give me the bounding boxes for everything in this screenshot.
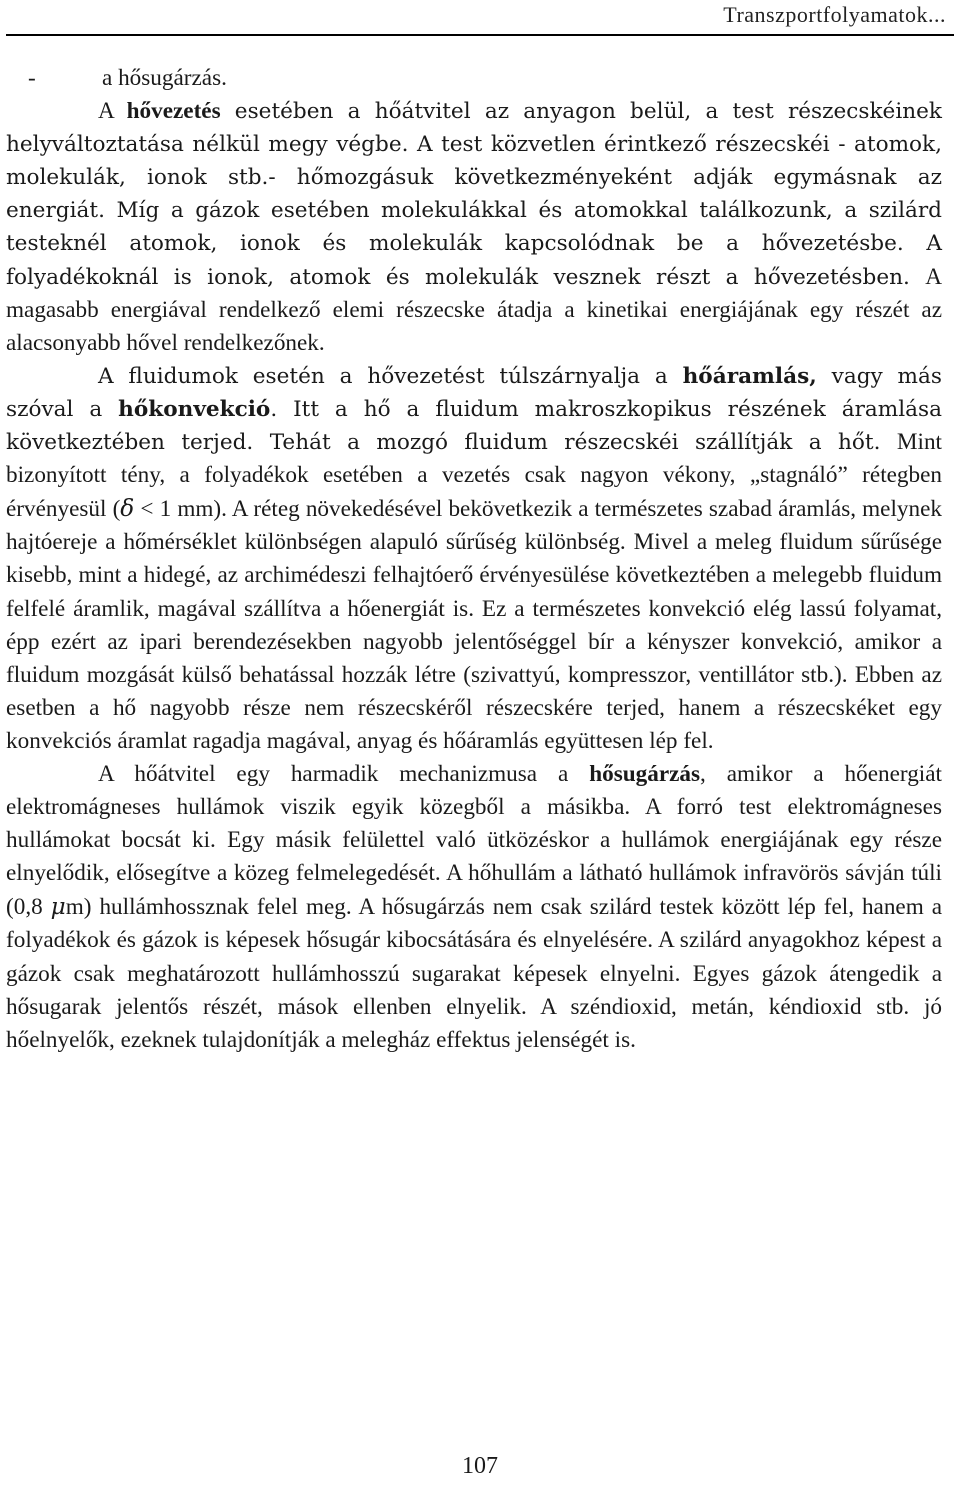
list-dash: - <box>28 65 36 91</box>
mu-symbol: μ <box>50 893 66 921</box>
paragraph-radiation: A hőátvitel egy harmadik mechanizmusa a hősugárzás, amikor a hőenergiát elektromágneses hullámok viszik egyik közegből a másikba. A forró test elektromágneses hullámokat bocsát ki. Egy másik felülettel való ütközéskor a hullámok energiájának egy része elnyelődik, elősegítve a közeg felmelegedését. A hőhullám a látható hullámok infravörös sávján túli (0,8 μm) hullámhossznak felel meg. A hősugárzás nem csak szilárd testek között lép fel, hanem a folyadékok és gázok is képesek hősugár kibocsátására és elnyelésére. A szilárd anyagokhoz képest a gázok csak meghatározott hullámhosszú sugarakat képesek elnyelni. Egyes gázok átengedik a hősugarak jelentős részét, mások ellenben elnyelik. A széndioxid, metán, kéndioxid stb. jó hőelnyelők, ezeknek tulajdonítják a melegház effektus jelenségét is. <box>6 760 942 1053</box>
list-item-text: a hősugárzás. <box>102 65 227 91</box>
term-hokonvekcio: hőkonvekció <box>118 396 271 422</box>
body-text <box>6 62 942 1057</box>
page-number: 107 <box>462 1453 498 1479</box>
running-header: Transzportfolyamatok... <box>723 2 946 27</box>
header-rule <box>6 34 954 36</box>
paragraph-convection: A fluidumok esetén a hővezetést túlszárnyalja a hőáramlás, vagy más szóval a hőkonvekció. Itt a hő a fluidum makroszkopikus részének áramlása következtében terjed. Tehát a mozgó fluidum részecskéi szállítják a hőt. Mint bizonyított tény, a folyadékok esetében a vezetés csak nagyon vékony, „stagnáló” rétegben érvényesül (δ < 1 mm). A réteg növekedésével bekövetkezik a természetes szabad áramlás, melynek hajtóereje a hőmérséklet különbségen alapuló sűrűség különbség. Mivel a meleg fluidum sűrűsége kisebb, mint a hidegé, az archimédeszi felhajtóerő érvényesülése következtében a melegebb fluidum felfelé áramlik, magával szállítva a hőenergiát is. Ez a természetes konvekció elég lassú folyamat, épp ezért az ipari berendezésekben nagyobb jelentőséggel bír a kényszer konvekció, amikor a fluidum mozgását külső behatással hozzák létre (szivattyú, kompresszor, ventillátor stb.). Ebben az esetben a hő nagyobb része nem részecskéről részecskére terjed, hanem a részecskéket egy konvekciós áramlat ragadja magával, anyag és hőáramlás együttesen lép fel. <box>6 363 942 754</box>
term-hovezetes: hővezetés <box>126 98 221 125</box>
list-item <box>6 62 942 95</box>
term-hoaramlas: hőáramlás, <box>682 363 817 389</box>
delta-symbol: δ <box>120 495 135 523</box>
term-hosugarzas: hősugárzás <box>589 760 701 787</box>
paragraph-conduction: A hővezetés esetében a hőátvitel az anyagon belül, a test részecskéinek helyváltoztatása nélkül megy végbe. A test közvetlen érintkező részecskéi - atomok, molekulák, ionok stb.- hőmozgásuk következményeként adják egymásnak az energiát. Míg a gázok esetében molekulákkal és atomokkal találkozunk, a szilárd testeknél atomok, ionok és molekulák kapcsolódnak be a hővezetésbe. A folyadékoknál is ionok, atomok és molekulák vesznek részt a hővezetésben. A magasabb energiával rendelkező elemi részecske átadja a kinetikai energiájának egy részét az alacsonyabb hővel rendelkezőnek. <box>6 98 943 356</box>
